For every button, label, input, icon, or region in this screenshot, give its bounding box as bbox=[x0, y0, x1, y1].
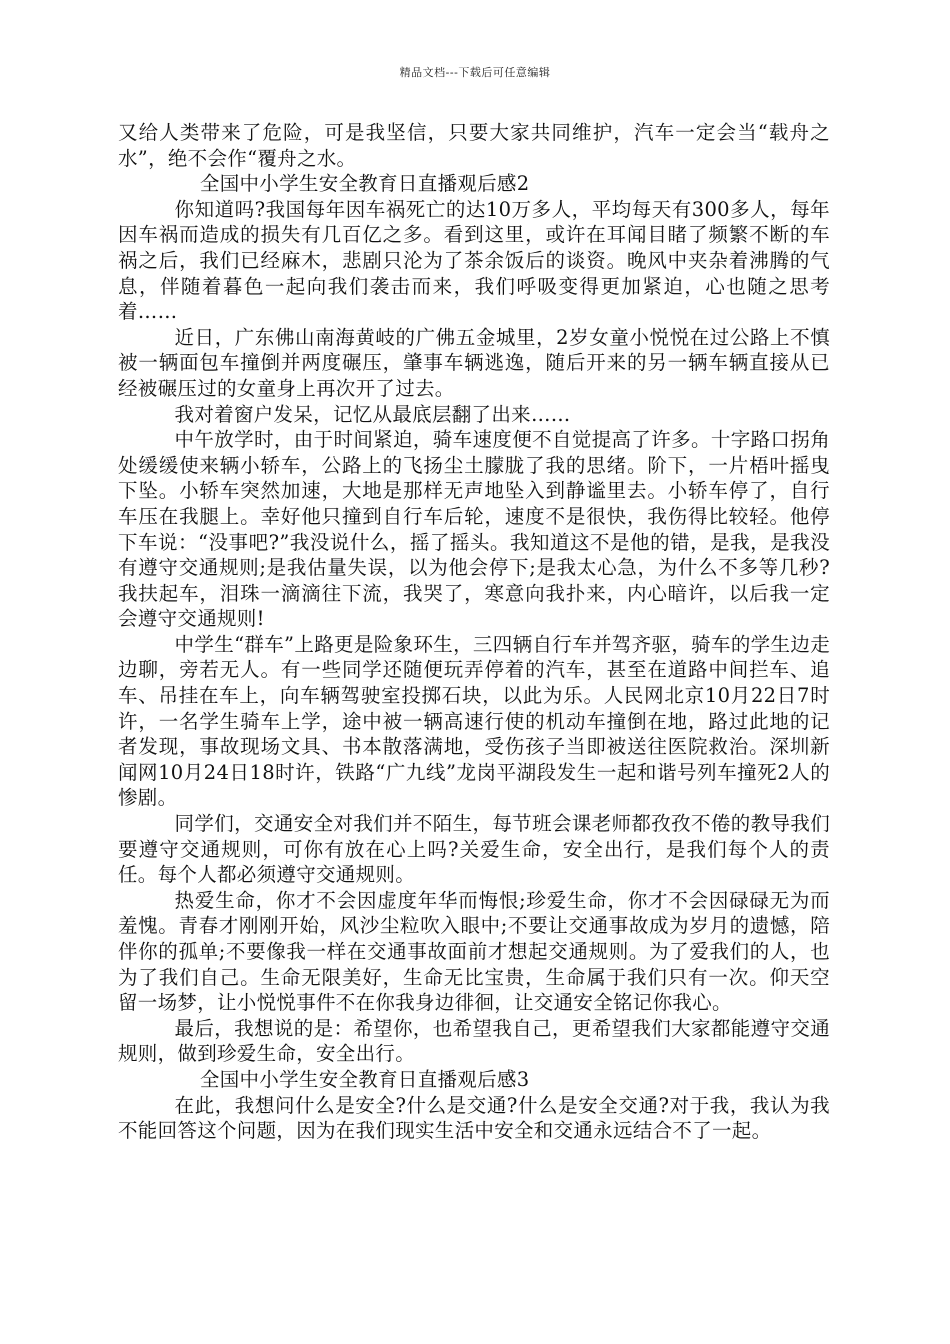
paragraph: 中学生“群车”上路更是险象环生，三四辆自行车并驾齐驱，骑车的学生边走边聊，旁若无人。有一些同学还随便玩弄停着的汽车，甚至在道路中间拦车、追车、吊挂在车上，向车辆驾驶室投掷石块，以此为乐。人民网北京10月22日7时许，一名学生骑车上学，途中被一辆高速行使的机动车撞倒在地，路过此地的记者发现，事故现场文具、书本散落满地，受伤孩子当即被送往医院救治。深圳新闻网10月24日18时许，铁路“广九线”龙岗平湖段发生一起和谐号列车撞死2人的惨剧。 bbox=[118, 632, 830, 810]
paragraph: 你知道吗?我国每年因车祸死亡的达10万多人，平均每天有300多人，每年因车祸而造成的损失有几百亿之多。看到这里，或许在耳闻目睹了频繁不断的车祸之后，我们已经麻木，悲剧只沦为了茶余饭后的谈资。晚风中夹杂着沸腾的气息，伴随着暮色一起向我们袭击而来，我们呼吸变得更加紧迫，心也随之思考着…… bbox=[118, 197, 830, 324]
section-title-2: 全国中小学生安全教育日直播观后感2 bbox=[199, 172, 530, 196]
paragraph: 中午放学时，由于时间紧迫，骑车速度便不自觉提高了许多。十字路口拐角处缓缓使来辆小轿车，公路上的飞扬尘土朦胧了我的思绪。阶下，一片梧叶摇曳下坠。小轿车突然加速，大地是那样无声地坠入到静谧里去。小轿车停了，自行车压在我腿上。幸好他只撞到自行车后轮，速度不是很快，我伤得比较轻。他停下车说：“没事吧?”我没说什么，摇了摇头。我知道这不是他的错，是我，是我没有遵守交通规则;是我估量失误，以为他会停下;是我太心急，为什么不多等几秒?我扶起车，泪珠一滴滴往下流，我哭了，寒意向我扑来，内心暗许，以后我一定会遵守交通规则! bbox=[118, 428, 830, 631]
paragraph: 热爱生命，你才不会因虚度年华而悔恨;珍爱生命，你才不会因碌碌无为而羞愧。青春才刚刚开始，风沙尘粒吹入眼中;不要让交通事故成为岁月的遗憾，陪伴你的孤单;不要像我一样在交通事故面前才想起交通规则。为了爱我们的人，也为了我们自己。生命无限美好，生命无比宝贵，生命属于我们只有一次。仰天空留一场梦，让小悦悦事件不在你我身边徘徊，让交通安全铭记你我心。 bbox=[118, 888, 830, 1015]
paragraph-continuation: 又给人类带来了危险，可是我坚信，只要大家共同维护，汽车一定会当“载舟之水”，绝不会作“覆舟之水。 bbox=[118, 121, 830, 170]
page-header: 精品文档---下载后可任意编辑 bbox=[399, 66, 551, 79]
paragraph: 同学们，交通安全对我们并不陌生，每节班会课老师都孜孜不倦的教导我们要遵守交通规则，可你有放在心上吗?关爱生命，安全出行，是我们每个人的责任。每个人都必须遵守交通规则。 bbox=[118, 812, 830, 887]
document-body bbox=[118, 120, 830, 1144]
paragraph: 在此，我想问什么是安全?什么是交通?什么是安全交通?对于我，我认为我不能回答这个问题，因为在我们现实生活中安全和交通永远结合不了一起。 bbox=[118, 1093, 830, 1143]
section-title-3: 全国中小学生安全教育日直播观后感3 bbox=[199, 1067, 530, 1091]
paragraph: 近日，广东佛山南海黄岐的广佛五金城里，2岁女童小悦悦在过公路上不慎被一辆面包车撞倒并两度碾压，肇事车辆逃逸，随后开来的另一辆车辆直接从已经被碾压过的女童身上再次开了过去。 bbox=[118, 325, 830, 400]
paragraph: 最后，我想说的是：希望你，也希望我自己，更希望我们大家都能遵守交通规则，做到珍爱生命，安全出行。 bbox=[118, 1016, 830, 1066]
paragraph: 我对着窗户发呆，记忆从最底层翻了出来…… bbox=[174, 402, 571, 426]
